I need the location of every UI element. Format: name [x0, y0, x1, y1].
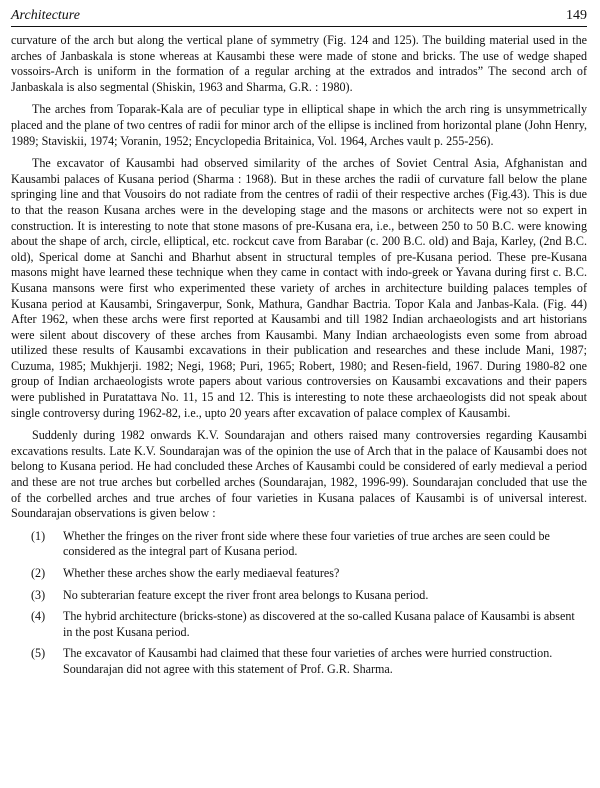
page-number: 149	[566, 8, 587, 23]
paragraph: The excavator of Kausambi had observed similarity of the arches of Soviet Central Asia, Afghanistan and Kausambi palaces of Kusana period (Sharma : 1968). But in these arches the radii of curvature fall below the plane springing line and that Vousoirs do not radiate from the centres of radii of their respective arches (Fig.43). This is due to that the reason Kusana arches were in the developing stage and the masons or architects were not so expert in construction. It is interesting to note that stone masons of pre-Kusana era, i.e., between 250 to 50 B.C. were knowing about the shape of arch, circle, elliptical, etc. rockcut cave from Barabar (c. 200 B.C. old) and Baja, Karley, (2nd B.C. old), Sperical dome at Sanchi and Bharhut absent in structural temples of pre-Kusana period. These pre-Kusana masons might have learned these technique when they came in contact with indo-greek or Yavana during first c. B.C. Kusana mansons were first who experimented these variety of arches in architecture building palaces temples of Kusana period at Kausambi, Sringaverpur, Sonk, Mathura, Gandhar Bactria. Topor Kala and Janbas-Kala. (Fig. 44) After 1962, when these archs were first reported at Kausambi and till 1982 Indian archaeologists and art historians were silent about discovery of these arches from Kausambi. Many Indian archaeologists even some from abroad utilized these results of Kausambi excavations in their publication and researches and these include Mani, 1987; Cuzuma, 1985; Mukhjerji. 1982; Negi, 1968; Puri, 1965; Robert, 1980; and Resen-field, 1967. During 1980-82 one group of Indian archaeologists wrote papers about various controversies on Kausambi excavations and their papers were published in Puratattava No. 11, 15 and 12. This is interesting to note these archaeologists did not speak about single controversy during 1962-82, i.e., upto 20 years after excavation of palace complex of Kausambi.	[11, 156, 587, 420]
list-item-text: No subterarian feature except the river front area belongs to Kusana period.	[63, 587, 429, 602]
list-item	[11, 529, 587, 560]
list-item	[11, 588, 587, 604]
list-item-text: The excavator of Kausambi had claimed that these four varieties of arches were hurried construction. Soundarajan did not agree with this statement of Prof. G.R. Sharma.	[63, 646, 553, 676]
list-item	[11, 646, 587, 677]
list-item-number: (5)	[31, 646, 46, 661]
paragraph: curvature of the arch but along the vertical plane of symmetry (Fig. 124 and 125). The building material used in the arches of Janbaskala is stone whereas at Kausambi these were made of stone and bricks. The use of wedge shaped vossoirs-Arch is uniform in the formation of a regular arching at the extrados and intrados” The second arch of Janbaskala is also segmental (Shiskin, 1963 and Sharma, G.R. : 1980).	[11, 33, 587, 94]
list-item	[11, 566, 587, 582]
paragraph: The arches from Toparak-Kala are of peculiar type in elliptical shape in which the arch ring is unsymmetrically placed and the plane of two centres of radii for minor arch of the ellipse is inclined from horizontal plane (John Henry, 1989; Staviskii, 1974; Voranin, 1952; Encyclopedia Britainica, Vol. 1964, Arches vault p. 255-256).	[11, 102, 587, 148]
page-header	[11, 8, 587, 27]
running-head: Architecture	[11, 8, 80, 23]
body-text	[11, 33, 587, 678]
list-item-number: (4)	[31, 609, 46, 624]
list-item-text: The hybrid architecture (bricks-stone) as discovered at the so-called Kusana palace of Kausambi is absent in the post Kusana period.	[63, 609, 575, 639]
list-item-number: (1)	[31, 528, 46, 543]
list-item	[11, 609, 587, 640]
list-item-number: (3)	[31, 587, 46, 602]
list-item-text: Whether these arches show the early mediaeval features?	[63, 566, 340, 580]
list-item-text: Whether the fringes on the river front side where these four varieties of true arches are seen could be considered as the integral part of Kusana period.	[63, 528, 550, 559]
list-item-number: (2)	[31, 566, 46, 580]
paragraph: Suddenly during 1982 onwards K.V. Soundarajan and others raised many controversies regarding Kausambi excavations results. Late K.V. Soundarajan was of the opinion the use of Arch that in the palace of Kausambi does not belong to Kusana period. He had concluded these Arches of Kausambi could be considered of early medieval a period and these are not true arches but corbelled arches (Soundarajan, 1982, 1996-99). Soundarajan concluded that use the of the corbelled arches and true arches of four varieties in Kusana palaces of Kausambi is of universal interest. Soundarajan observations is given below :	[11, 428, 587, 521]
observations-list	[11, 529, 587, 678]
